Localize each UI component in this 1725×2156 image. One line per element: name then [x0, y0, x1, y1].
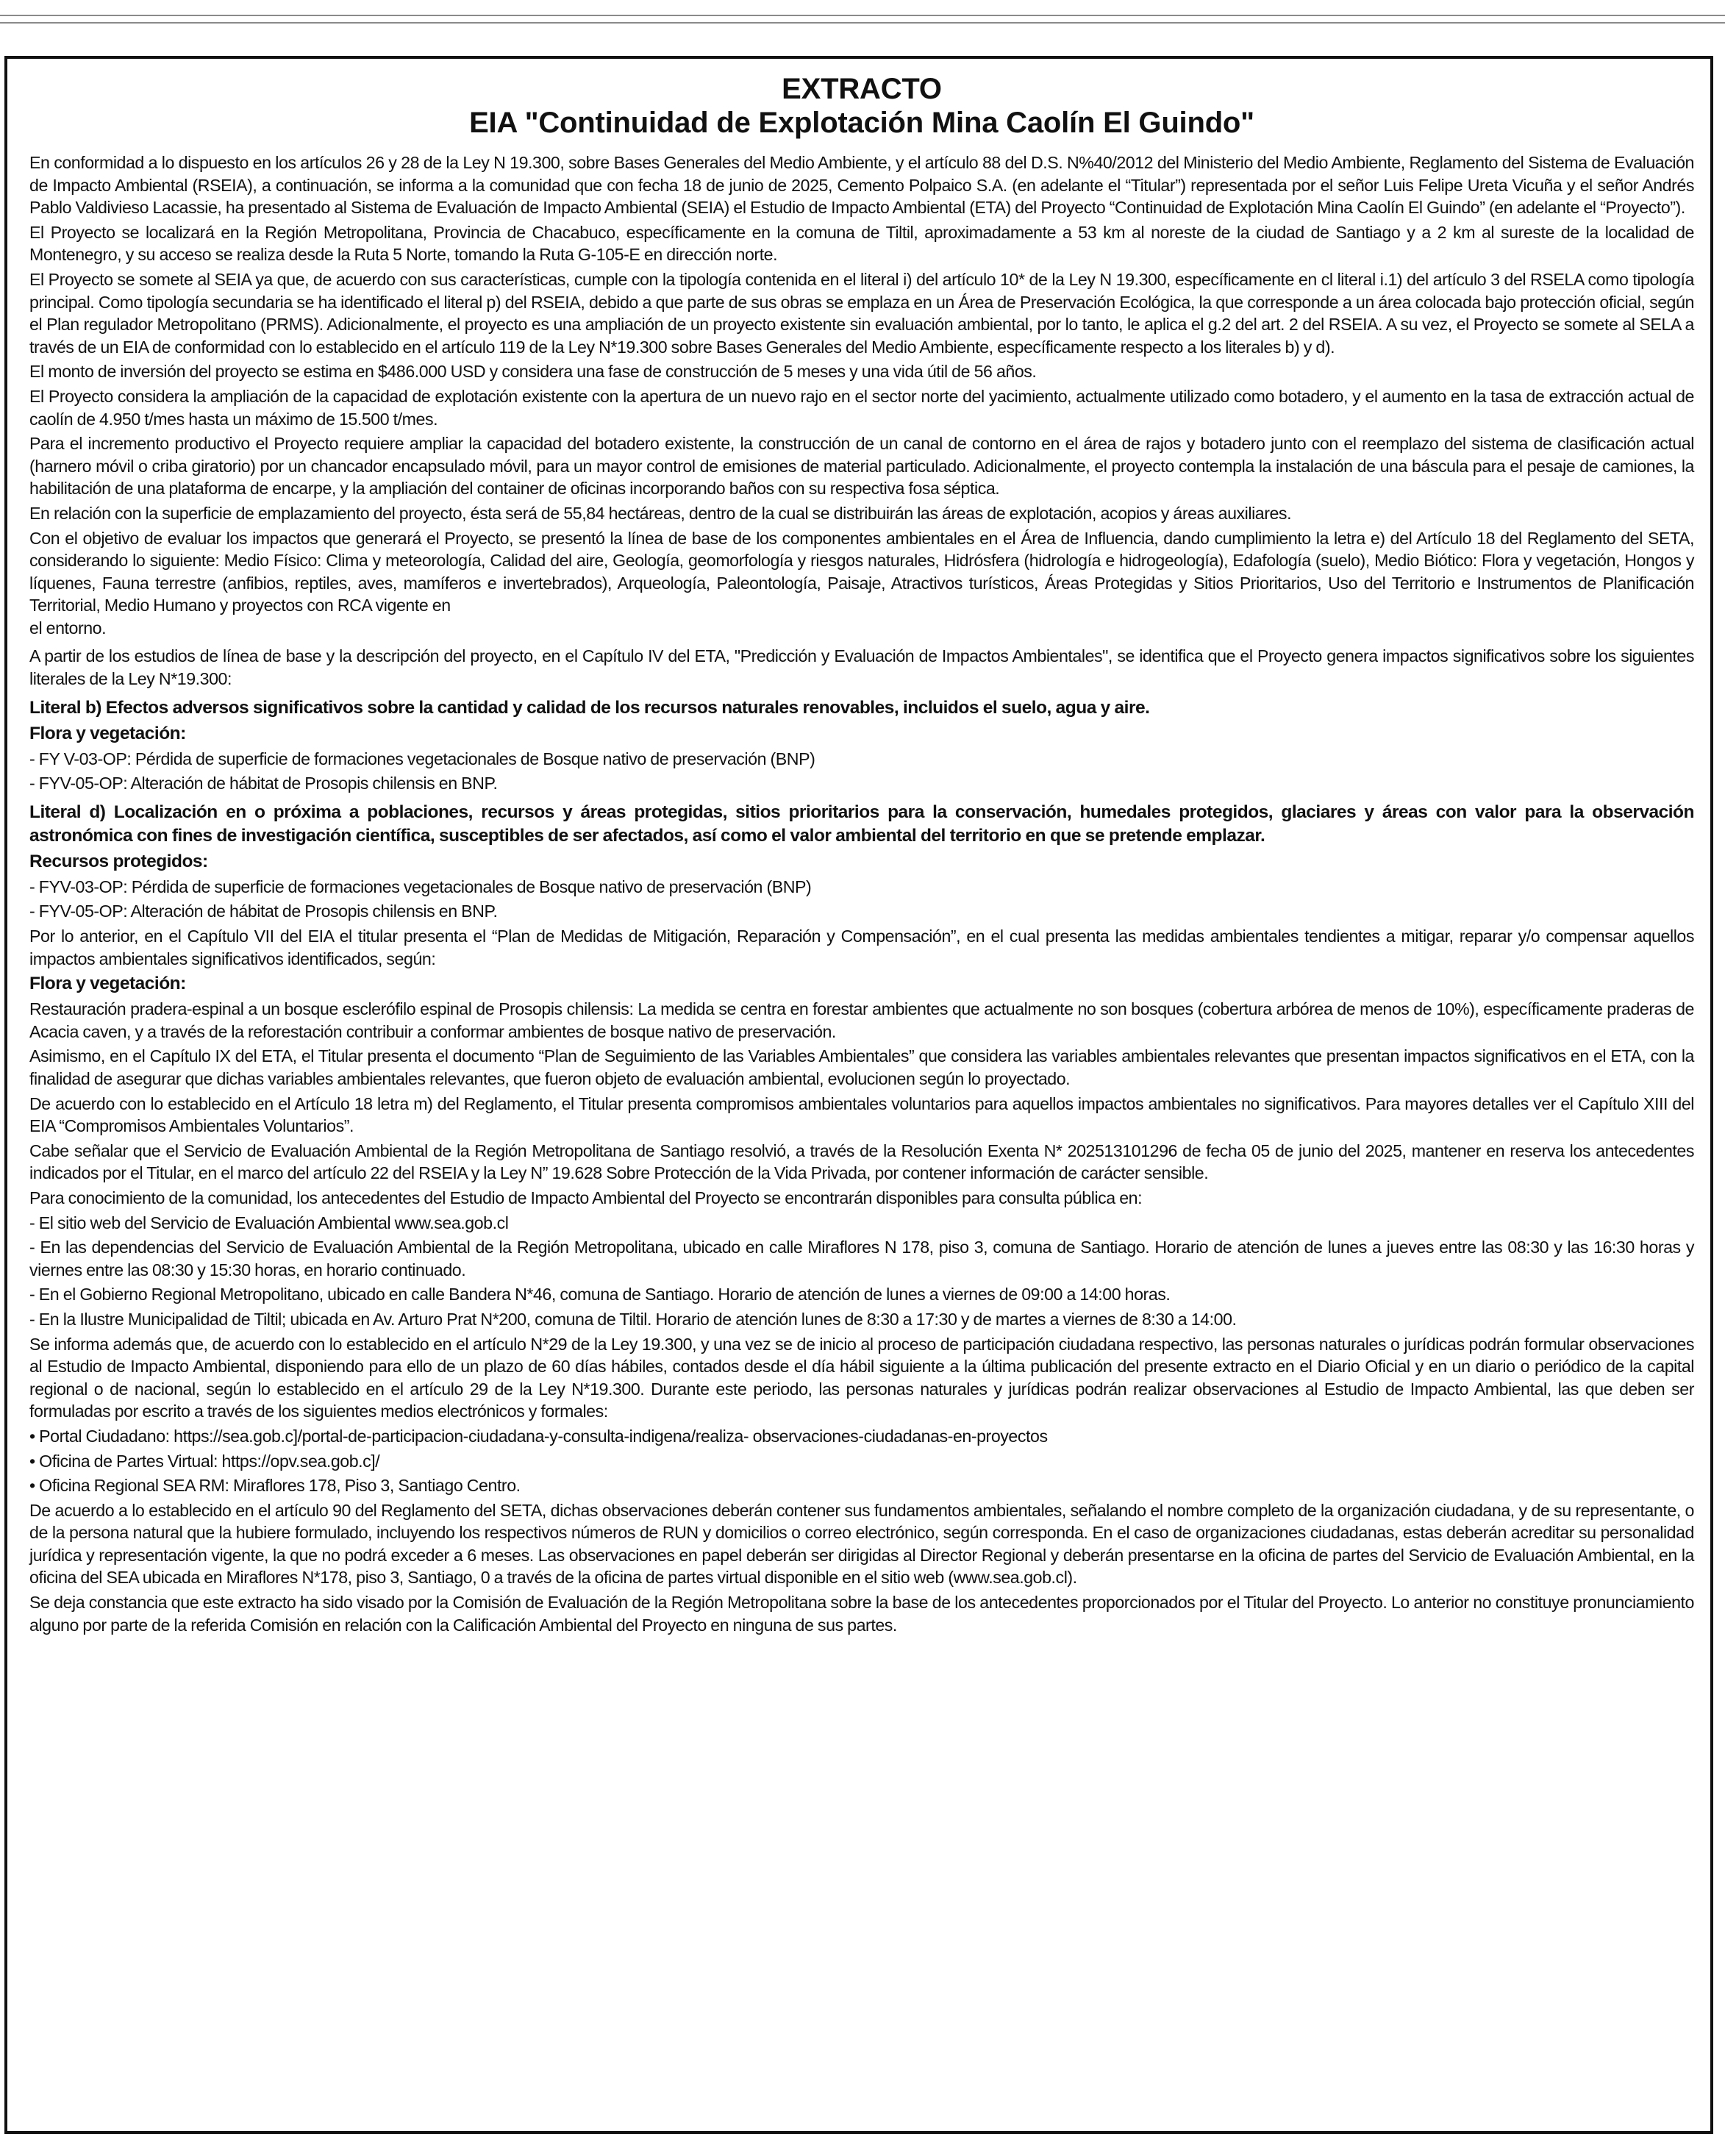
consultation-location: - En el Gobierno Regional Metropolitano, ubicado en calle Bandera N*46, comuna de Santiago. Horario de atención de lunes a viernes de 09:00 a 14:00 horas. — [29, 1285, 1171, 1304]
top-rule-2 — [0, 22, 1725, 24]
impact-item: - FY V-03-OP: Pérdida de superficie de formaciones vegetacionales de Bosque nativo de preservación (BNP) — [29, 749, 815, 768]
impact-item: - FYV-05-OP: Alteración de hábitat de Prosopis chilensis en BNP. — [29, 902, 498, 921]
submission-channel: • Portal Ciudadano: https://sea.gob.c]/portal-de-participacion-ciudadana-y-consulta-indigena/realiza- observaciones-ciudadanas-en-proyectos — [29, 1426, 1048, 1446]
paragraph-reserved-info: Cabe señalar que el Servicio de Evaluación Ambiental de la Región Metropolitana de Santiago resolvió, a través de la Resolución Exenta N* 202513101296 de fecha 05 de junio del 2025, mantener en reserva los antecedentes indicados por el Titular, en el marco del artículo 22 del RSEIA y la Ley N” 19.628 Sobre Protección de la Vida Privada, por contener información de carácter sensible. — [29, 1141, 1694, 1183]
paragraph-investment: El monto de inversión del proyecto se estima en $486.000 USD y considera una fase de construcción de 5 meses y una vida útil de 56 años. — [29, 362, 1037, 382]
paragraph-baseline: Con el objetivo de evaluar los impactos que generará el Proyecto, se presentó la línea de base de los componentes ambientales en el Área de Influencia, dando cumplimiento la letra e) del Artículo 18 del Reglamento del SETA, considerando lo siguiente: Medio Físico: Clima y meteorología, Calidad del aire, Geología, geomorfología y riesgos naturales, Hidrósfera (hidrología e hidrogeología), Edafología (suelo), Medio Biótico: Flora y vegetación, Hongos y líquenes, Fauna terrestre (anfibios, reptiles, aves, mamíferos e invertebrados), Arqueología, Paleontología, Paisaje, Atractivos turísticos, Áreas Protegidas y Sitios Prioritarios, Uso del Territorio e Instrumentos de Planificación Territorial, Medio Humano y proyectos con RCA vigente en — [29, 528, 1694, 615]
flora-heading: Flora y vegetación: — [29, 974, 186, 994]
literal-d-heading: Literal d) Localización en o próxima a poblaciones, recursos y áreas protegidas, sitios prioritarios para la conservación, humedales protegidos, glaciares y áreas con valor para la observación astronómica con fines de investigación científica, susceptibles de ser afectados, así como el valor ambiental del territorio en que se pretende emplazar. — [29, 802, 1694, 846]
paragraph-measures-plan: Por lo anterior, en el Capítulo VII del EIA el titular presenta el “Plan de Medidas de Mitigación, Reparación y Compensación”, en el cual presenta las medidas ambientales tendientes a mitigar, reparar y/o compensar aquellos impactos ambientales significativos identificados, según: — [29, 927, 1694, 968]
impact-item: - FYV-03-OP: Pérdida de superficie de formaciones vegetacionales de Bosque nativo de preservación (BNP) — [29, 877, 812, 896]
flora-heading: Flora y vegetación: — [29, 723, 186, 743]
notice-title: EXTRACTO — [782, 73, 942, 105]
consultation-location: - En las dependencias del Servicio de Evaluación Ambiental de la Región Metropolitana, ubicado en calle Miraflores N 178, piso 3, comuna de Santiago. Horario de atención de lunes a jueves entre las 08:30 y las 16:30 horas y viernes entre las 08:30 y 15:30 horas, en horario continuado. — [29, 1238, 1694, 1279]
protected-resources-heading: Recursos protegidos: — [29, 851, 208, 871]
notice-body — [29, 151, 1694, 1636]
paragraph-location: El Proyecto se localizará en la Región Metropolitana, Provincia de Chacabuco, específicamente en la comuna de Tiltil, aproximadamente a 53 km al noreste de la ciudad de Santiago y a 2 km al sureste de la localidad de Montenegro, y su acceso se realiza desde la Ruta 5 Norte, tomando la Ruta G-105-E en dirección norte. — [29, 222, 1694, 265]
impact-item: - FYV-05-OP: Alteración de hábitat de Prosopis chilensis en BNP. — [29, 774, 498, 793]
submission-channel: • Oficina Regional SEA RM: Miraflores 178, Piso 3, Santiago Centro. — [29, 1476, 521, 1496]
top-rule-1 — [0, 15, 1725, 16]
literal-b-heading: Literal b) Efectos adversos significativos sobre la cantidad y calidad de los recursos naturales renovables, incluidos el suelo, agua y aire. — [29, 697, 1150, 718]
paragraph-baseline-end: el entorno. — [29, 618, 107, 638]
paragraph-public-consultation: Para conocimiento de la comunidad, los antecedentes del Estudio de Impacto Ambiental del Proyecto se encontrarán disponibles para consulta pública en: — [29, 1188, 1143, 1207]
consultation-location: - En la Ilustre Municipalidad de Tiltil; ubicada en Av. Arturo Prat N*200, comuna de Tiltil. Horario de atención lunes de 8:30 a 17:30 y de martes a viernes de 8:30 a 14:00. — [29, 1309, 1237, 1329]
paragraph-surface: En relación con la superficie de emplazamiento del proyecto, ésta será de 55,84 hectáreas, dentro de la cual se distribuirán las áreas de explotación, acopios y áreas auxiliares. — [29, 503, 1292, 523]
paragraph-voluntary-commitments: De acuerdo con lo establecido en el Artículo 18 letra m) del Reglamento, el Titular presenta compromisos ambientales voluntarios para aquellos impactos ambientales no significativos. Para mayores detalles ver el Capítulo XIII del EIA “Compromisos Ambientales Voluntarios”. — [29, 1093, 1694, 1136]
paragraph-monitoring-plan: Asimismo, en el Capítulo IX del ETA, el Titular presenta el documento “Plan de Seguimiento de las Variables Ambientales” que considera las variables ambientales relevantes que presentan impactos significativos en el ETA, con la finalidad de asegurar que dichas variables ambientales relevantes, que fueron objeto de evaluación ambiental, evolucionen según lo proyectado. — [29, 1046, 1694, 1088]
paragraph-observation-requirements: De acuerdo a lo establecido en el artículo 90 del Reglamento del SETA, dichas observaciones deberán contener sus fundamentos ambientales, señalando el nombre completo de la organización ciudadana, y de su representante, o de la persona natural que la hubiere formulado, incluyendo los respectivos números de RUN y domicilios o correo electrónico, según corresponda. En el caso de organizaciones ciudadanas, estas deberán acreditar su personalidad jurídica y representación vigente, la que no podrá exceder a 6 meses. Las observaciones en papel deberán ser dirigidas al Director Regional y deberán presentarse en la oficina de partes del Servicio de Evaluación Ambiental, en la oficina del SEA ubicada en Miraflores N*178, piso 3, Santiago, 0 a través de la oficina de partes virtual disponible en el sitio web (www.sea.gob.cl). — [29, 1500, 1694, 1588]
paragraph-participation: Se informa además que, de acuerdo con lo establecido en el artículo N*29 de la Ley 19.300, y una vez se de inicio al proceso de participación ciudadana respectivo, las personas naturales o jurídicas podrán formular observaciones al Estudio de Impacto Ambiental, disponiendo para ello de un plazo de 60 días hábiles, contados desde el día hábil siguiente a la última publicación del presente extracto en el Diario Oficial y en un diario o periódico de la capital regional o de nacional, según lo establecido en el artículo 29 de la Ley N*19.300. Durante este periodo, las personas naturales y jurídicas podrán realizar observaciones al Estudio de Impacto Ambiental, las que deben ser formuladas por escrito a través de los siguientes medios electrónicos y formales: — [29, 1334, 1694, 1421]
paragraph-disclaimer: Se deja constancia que este extracto ha sido visado por la Comisión de Evaluación de la Región Metropolitana sobre la base de los antecedentes proporcionados por el Titular del Proyecto. Lo anterior no constituye pronunciamiento alguno por parte de la referida Comisión en relación con la Calificación Ambiental del Proyecto en ninguna de sus partes. — [29, 1593, 1694, 1635]
notice-subtitle: EIA "Continuidad de Explotación Mina Caolín El Guindo" — [469, 107, 1254, 139]
paragraph-productive-increase: Para el incremento productivo el Proyecto requiere ampliar la capacidad del botadero existente, la construcción de un canal de contorno en el área de rajos y botadero junto con el reemplazo del sistema de clasificación actual (harnero móvil o criba giratorio) por un chancador encapsulado móvil, para un mayor control de emisiones de material particulado. Adicionalmente, el proyecto contempla la instalación de una báscula para el pesaje de camiones, la habilitación de una plataforma de encarpe, y la ampliación del container de oficinas incorporando baños con su respectiva fosa séptica. — [29, 434, 1694, 499]
paragraph-impacts: A partir de los estudios de línea de base y la descripción del proyecto, en el Capítulo IV del ETA, "Predicción y Evaluación de Impactos Ambientales", se identifica que el Proyecto genera impactos significativos sobre los siguientes literales de la Ley N*19.300: — [29, 646, 1694, 689]
paragraph-expansion: El Proyecto considera la ampliación de la capacidad de explotación existente con la apertura de un nuevo rajo en el sector norte del yacimiento, actualmente utilizado como botadero, y el aumento en la tasa de extracción actual de caolín de 4.950 t/mes hasta un máximo de 15.500 t/mes. — [29, 386, 1694, 429]
consultation-location: - El sitio web del Servicio de Evaluación Ambiental www.sea.gob.cl — [29, 1213, 509, 1232]
paragraph-intro: En conformidad a lo dispuesto en los artículos 26 y 28 de la Ley N 19.300, sobre Bases Generales del Medio Ambiente, y el artículo 88 del D.S. N%40/2012 del Ministerio del Medio Ambiente, Reglamento del Sistema de Evaluación de Impacto Ambiental (RSEIA), a continuación, se informa a la comunidad que con fecha 18 de junio de 2025, Cemento Polpaico S.A. (en adelante el “Titular”) representada por el señor Luis Felipe Ureta Vicuña y el señor Andrés Pablo Valdivieso Lacassie, ha presentado al Sistema de Evaluación de Impacto Ambiental (SEIA) el Estudio de Impacto Ambiental (ETA) del Proyecto “Continuidad de Explotación Mina Caolín El Guindo” (en adelante el “Proyecto”). — [29, 153, 1694, 218]
notice-frame — [4, 56, 1713, 2134]
paragraph-restoration: Restauración pradera-espinal a un bosque esclerófilo espinal de Prosopis chilensis: La medida se centra en forestar ambientes que actualmente no son bosques (cobertura arbórea de menos de 10%), específicamente praderas de Acacia caven, y a través de la reforestación contribuir a conformar ambientes de bosque nativo de preservación. — [29, 999, 1694, 1041]
paragraph-typology: El Proyecto se somete al SEIA ya que, de acuerdo con sus características, cumple con la tipología contenida en el literal i) del artículo 10* de la Ley N 19.300, específicamente en cl literal i.1) del artículo 3 del RSELA como tipología principal. Como tipología secundaria se ha identificado el literal p) del RSEIA, debido a que parte de sus obras se emplaza en un Área de Preservación Ecológica, la que corresponde a un área colocada bajo protección oficial, según el Plan regulador Metropolitano (PRMS). Adicionalmente, el proyecto es una ampliación de un proyecto existente sin evaluación ambiental, por lo tanto, le aplica el g.2 del art. 2 del RSEIA. A su vez, el Proyecto se somete al SELA a través de un EIA de conformidad con lo establecido en el artículo 119 de la Ley N*19.300 sobre Bases Generales del Medio Ambiente, específicamente respecto a los literales b) y d). — [29, 269, 1694, 357]
submission-channel: • Oficina de Partes Virtual: https://opv.sea.gob.c]/ — [29, 1451, 380, 1471]
